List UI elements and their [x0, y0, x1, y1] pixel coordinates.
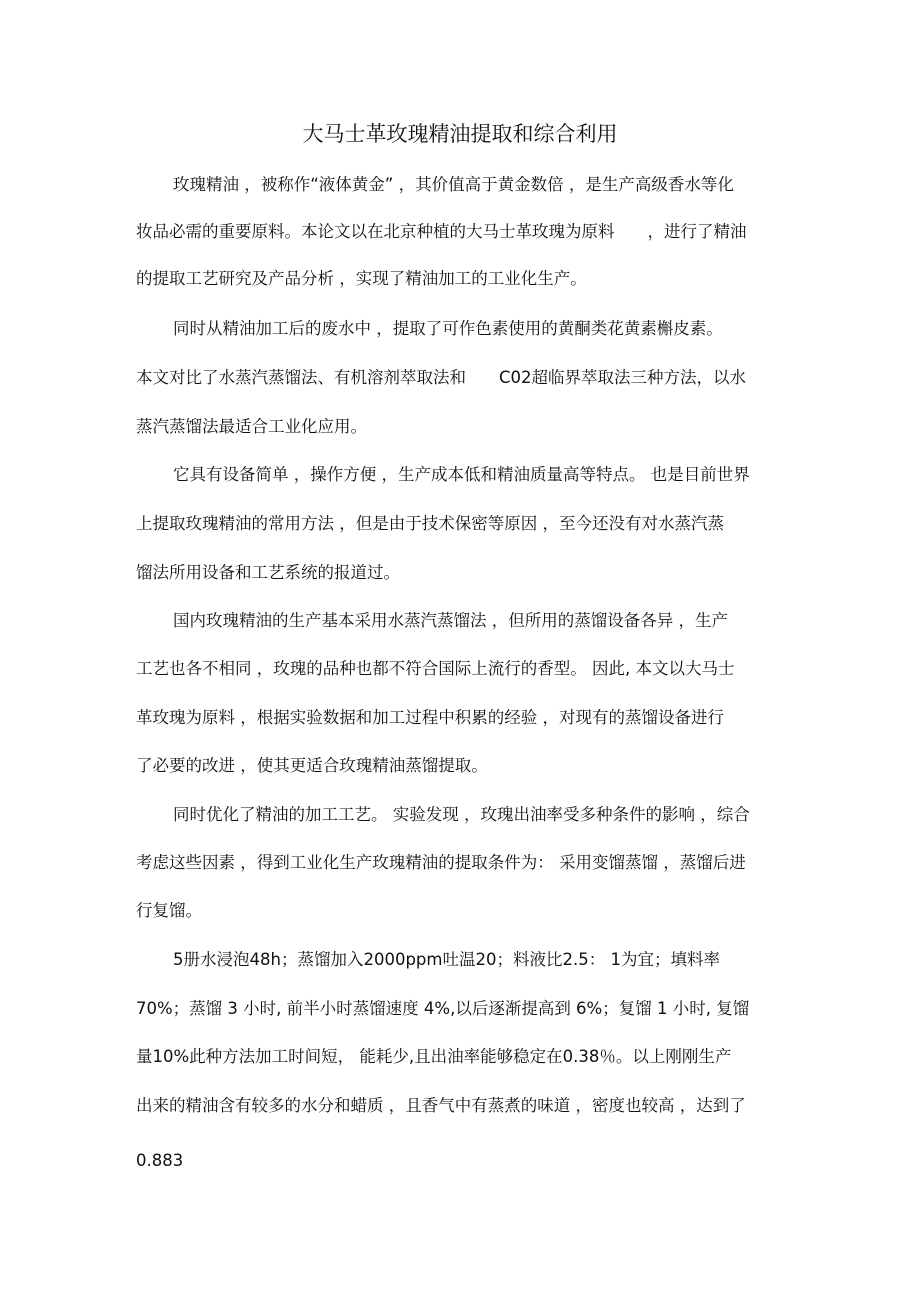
text-line: 国内玫瑰精油的生产基本采用水蒸汽蒸馏法 ，但所用的蒸馏设备各异 ，生产 — [173, 611, 728, 630]
text-line: 行复馏。 — [136, 901, 202, 920]
text-line: 工艺也各不相同 ，玫瑰的品种也都不符合国际上流行的香型。 因此, 本文以大马士 — [136, 659, 735, 678]
text-line: 玫瑰精油 ，被称作“液体黄金” ，其价值高于黄金数倍 ，是生产高级香水等化 — [173, 175, 734, 194]
text-line: 5册水浸泡48h；蒸馏加入2000ppm吐温20；料液比2.5： 1为宜；填料率 — [173, 950, 720, 969]
text-line: 它具有设备简单 ，操作方便 ，生产成本低和精油质量高等特点。 也是目前世界 — [173, 465, 750, 484]
text-line: 本文对比了水蒸汽蒸馏法、有机溶剂萃取法和 C02超临界萃取法三种方法，以水 — [136, 368, 747, 387]
text-line: 了必要的改进 ，使其更适合玫瑰精油蒸馏提取。 — [136, 756, 488, 775]
text-line: 馏法所用设备和工艺系统的报道过。 — [136, 563, 400, 582]
text-line: 上提取玫瑰精油的常用方法 ，但是由于技术保密等原因 ，至今还没有对水蒸汽蒸 — [136, 514, 724, 533]
text-line: 出来的精油含有较多的水分和蜡质 ，且香气中有蒸煮的味道 ，密度也较高 ，达到了 — [136, 1096, 746, 1115]
document-title: 大马士革玫瑰精油提取和综合利用 — [302, 122, 618, 146]
text-line: 的提取工艺研究及产品分析 ，实现了精油加工的工业化生产。 — [136, 269, 587, 288]
text-line: 蒸汽蒸馏法最适合工业化应用。 — [136, 417, 367, 436]
text-line: 革玫瑰为原料 ，根据实验数据和加工过程中积累的经验 ，对现有的蒸馏设备进行 — [136, 708, 724, 727]
text-line: 妆品必需的重要原料。本论文以在北京种植的大马士革玫瑰为原料 ，进行了精油 — [136, 222, 747, 241]
text-line: 考虑这些因素 ，得到工业化生产玫瑰精油的提取条件为： 采用变馏蒸馏 ，蒸馏后进 — [136, 853, 746, 872]
text-line: 0.883 — [136, 1151, 184, 1170]
text-line: 70%；蒸馏 3 小时, 前半小时蒸馏速度 4%,以后逐渐提高到 6%；复馏 1 小时, 复馏 — [136, 999, 750, 1018]
text-line: 同时从精油加工后的废水中 ，提取了可作色素使用的黄酮类花黄素槲皮素。 — [173, 319, 723, 338]
text-line: 量10%此种方法加工时间短， 能耗少,且出油率能够稳定在0.38％。以上刚刚生产 — [136, 1047, 732, 1066]
text-line: 同时优化了精油的加工工艺。 实验发现 ，玫瑰出油率受多种条件的影响 ，综合 — [173, 805, 750, 824]
